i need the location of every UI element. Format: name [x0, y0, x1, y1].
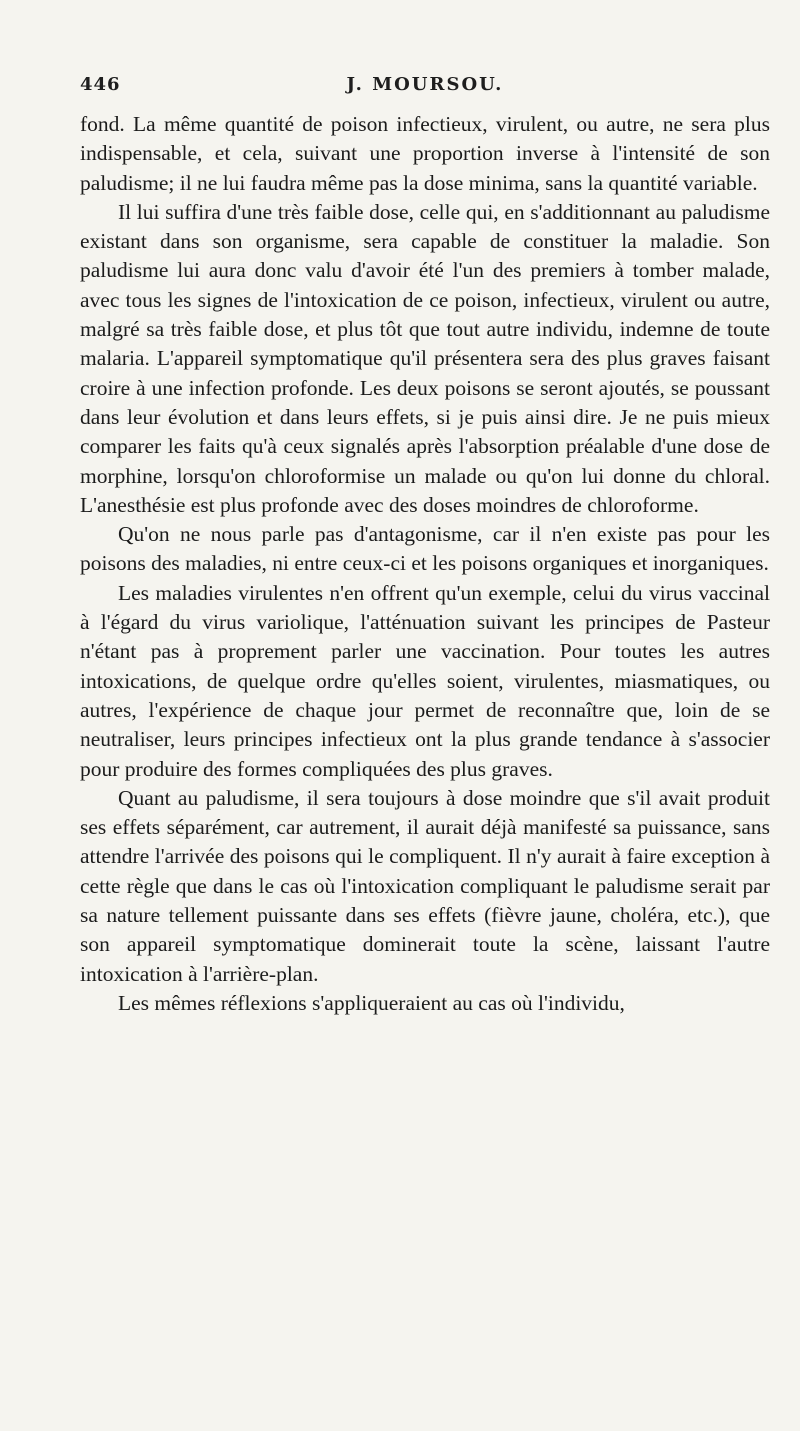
page-header	[80, 74, 770, 104]
paragraph: Les maladies virulentes n'en offrent qu'un exemple, celui du virus vaccinal à l'égard du virus variolique, l'atténuation suivant les principes de Pasteur n'étant pas à proprement parler une vaccination. Pour toutes les autres intoxications, de quelque ordre qu'elles soient, virulentes, miasmatiques, ou autres, l'expérience de chaque jour permet de reconnaître que, loin de se neutraliser, leurs principes infectieux ont la plus grande tendance à s'associer pour produire des formes compliquées des plus graves.	[80, 580, 770, 781]
body-text	[80, 110, 770, 1018]
page-number: 446	[80, 74, 121, 95]
paragraph: Quant au paludisme, il sera toujours à dose moindre que s'il avait produit ses effets séparément, car autrement, il aurait déjà manifesté sa puissance, sans attendre l'arrivée des poisons qui le compliquent. Il n'y aurait à faire exception à cette règle que dans le cas où l'intoxication compliquant le paludisme serait par sa nature tellement puissante dans ses effets (fièvre jaune, choléra, etc.), que son appareil symptomatique dominerait toute la scène, laissant l'autre intoxication à l'arrière-plan.	[80, 785, 770, 986]
paragraph: Qu'on ne nous parle pas d'antagonisme, car il n'en existe pas pour les poisons des maladies, ni entre ceux-ci et les poisons organiques et inorganiques.	[80, 522, 770, 576]
paragraph: Les mêmes réflexions s'appliqueraient au cas où l'individu,	[118, 990, 625, 1015]
paragraph: fond. La même quantité de poison infectieux, virulent, ou autre, ne sera plus indispensable, et cela, suivant une proportion inverse à l'intensité de son paludisme; il ne lui faudra même pas la dose minima, sans la quantité variable.	[80, 112, 770, 195]
running-head: J. MOURSOU.	[346, 74, 504, 95]
paragraph: Il lui suffira d'une très faible dose, celle qui, en s'additionnant au paludisme existant dans son organisme, sera capable de constituer la maladie. Son paludisme lui aura donc valu d'avoir été l'un des premiers à tomber malade, avec tous les signes de l'intoxication de ce poison, infectieux, virulent ou autre, malgré sa très faible dose, et plus tôt que tout autre individu, indemne de toute malaria. L'appareil symptomatique qu'il présentera sera des plus graves faisant croire à une infection profonde. Les deux poisons se seront ajoutés, se poussant dans leur évolution et dans leurs effets, si je puis ainsi dire. Je ne puis mieux comparer les faits qu'à ceux signalés après l'absorption préalable d'une dose de morphine, lorsqu'on chloroformise un malade ou qu'on lui donne du chloral. L'anesthésie est plus profonde avec des doses moindres de chloroforme.	[80, 199, 770, 517]
